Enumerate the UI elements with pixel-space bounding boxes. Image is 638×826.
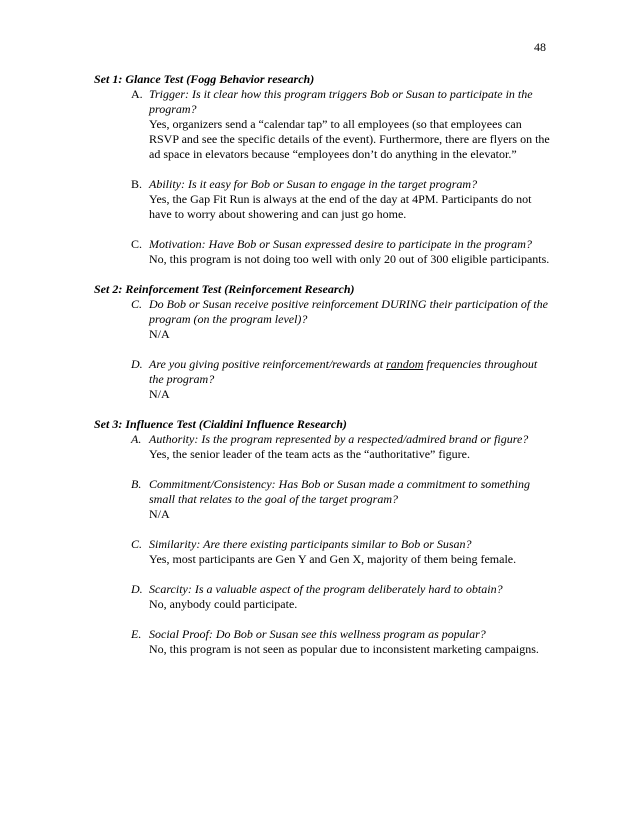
set-1-item-c [94,237,554,267]
item-answer: N/A [149,387,170,401]
set-3-item-c [94,537,554,567]
item-letter: C. [131,297,143,311]
item-answer: Yes, organizers send a “calendar tap” to all employees (so that employees can RSVP and see the specific details of the event). Furthermore, there are flyers on the ad space in elevators because “employees don’t do anything in the elevator.” [149,117,550,161]
item-answer: N/A [149,327,170,341]
item-question: Motivation: Have Bob or Susan expressed desire to participate in the program? [149,237,532,251]
item-letter: D. [131,357,143,371]
item-question: Scarcity: Is a valuable aspect of the program deliberately hard to obtain? [149,582,503,596]
item-question: Social Proof: Do Bob or Susan see this wellness program as popular? [149,627,486,641]
item-answer: No, this program is not doing too well with only 20 out of 300 eligible participants. [149,252,550,266]
question-underlined-text: random [386,357,424,371]
item-question: Similarity: Are there existing participants similar to Bob or Susan? [149,537,472,551]
item-letter: B. [131,477,142,491]
item-answer: Yes, the Gap Fit Run is always at the end of the day at 4PM. Participants do not have to worry about showering and can just go home. [149,192,532,221]
question-text: frequencies throughout the program? [149,357,538,386]
set-1-item-b [94,177,554,222]
set-2-item-c [94,297,554,342]
item-letter: A. [131,432,142,446]
item-letter: E. [131,627,142,641]
item-letter: C. [131,537,143,551]
item-question: Commitment/Consistency: Has Bob or Susan made a commitment to something small that relates to the goal of the target program? [149,477,530,506]
item-question: Ability: Is it easy for Bob or Susan to engage in the target program? [149,177,478,191]
set-3-item-a [94,432,554,462]
set-3-item-e [94,627,554,657]
page-number: 48 [534,40,546,54]
item-answer: Yes, most participants are Gen Y and Gen X, majority of them being female. [149,552,517,566]
item-letter: C. [131,237,143,251]
item-answer: No, anybody could participate. [149,597,298,611]
item-letter: A. [131,87,143,101]
set-3-item-d [94,582,554,612]
document-body [94,72,554,657]
set-2-item-d [94,357,554,402]
item-answer: No, this program is not seen as popular due to inconsistent marketing campaigns. [149,642,539,656]
item-question: Trigger: Is it clear how this program triggers Bob or Susan to participate in the program? [149,87,533,116]
item-question: Do Bob or Susan receive positive reinforcement DURING their participation of the program (on the program level)? [149,297,548,326]
set-1-item-a [94,87,554,162]
set-3-item-b [94,477,554,522]
set-3-heading: Set 3: Influence Test (Cialdini Influence Research) [94,417,347,431]
set-1-heading: Set 1: Glance Test (Fogg Behavior research) [94,72,315,86]
item-letter: D. [131,582,143,596]
item-letter: B. [131,177,143,191]
item-question: Authority: Is the program represented by a respected/admired brand or figure? [149,432,529,446]
set-2-heading: Set 2: Reinforcement Test (Reinforcement Research) [94,282,355,296]
item-question [149,357,554,387]
question-text: Are you giving positive reinforcement/rewards at [149,357,387,371]
item-answer: N/A [149,507,170,521]
item-answer: Yes, the senior leader of the team acts as the “authoritative” figure. [149,447,470,461]
